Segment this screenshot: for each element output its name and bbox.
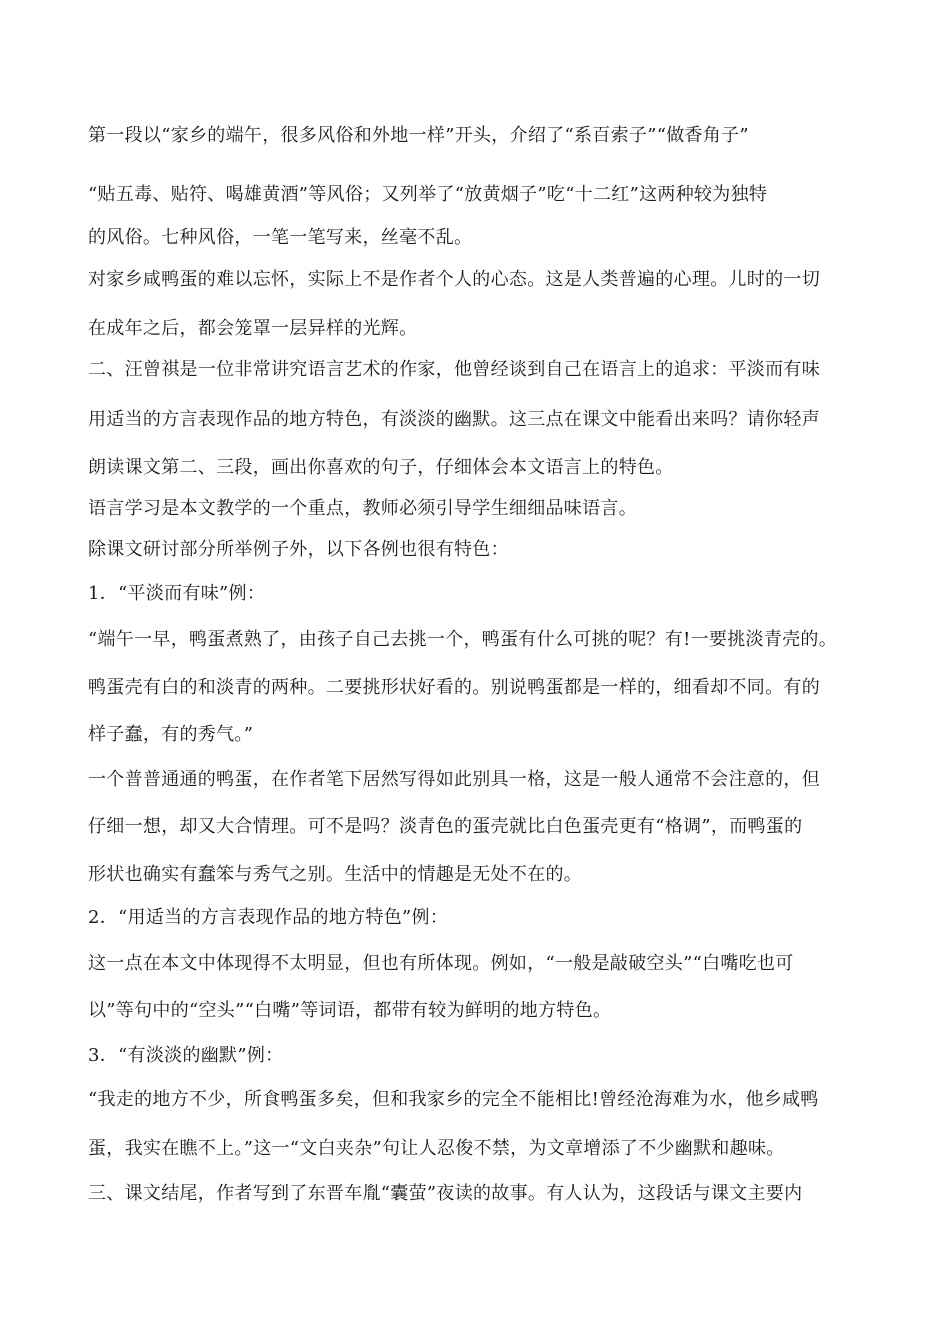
- text-line: “我走的地方不少，所食鸭蛋多矣，但和我家乡的完全不能相比!曾经沧海难为水，他乡咸鸭: [88, 1089, 819, 1110]
- text-line: 1．“平淡而有味”例：: [88, 583, 266, 604]
- text-line: 朗读课文第二、三段，画出你喜欢的句子，仔细体会本文语言上的特色。: [88, 457, 674, 478]
- text-line: 仔细一想，却又大合情理。可不是吗？淡青色的蛋壳就比白色蛋壳更有“格调”，而鸭蛋的: [88, 816, 803, 837]
- text-line: 对家乡咸鸭蛋的难以忘怀，实际上不是作者个人的心态。这是人类普遍的心理。儿时的一切: [88, 269, 820, 290]
- text-line: 鸭蛋壳有白的和淡青的两种。二要挑形状好看的。别说鸭蛋都是一样的，细看却不同。有的: [88, 677, 820, 698]
- text-line: 这一点在本文中体现得不太明显，但也有所体现。例如，“一般是敲破空头”“白嘴吃也可: [88, 953, 794, 974]
- text-line: 的风俗。七种风俗，一笔一笔写来，丝毫不乱。: [88, 227, 473, 248]
- text-line: “端午一早，鸭蛋煮熟了，由孩子自己去挑一个，鸭蛋有什么可挑的呢？有!一要挑淡青壳的。: [88, 629, 838, 650]
- text-line: “贴五毒、贴符、喝雄黄酒”等风俗；又列举了“放黄烟子”吃“十二红”这两种较为独特: [88, 184, 768, 205]
- text-line: 2．“用适当的方言表现作品的地方特色”例：: [88, 907, 449, 928]
- text-line: 3．“有淡淡的幽默”例：: [88, 1045, 284, 1066]
- text-line: 一个普普通通的鸭蛋，在作者笔下居然写得如此别具一格，这是一般人通常不会注意的，但: [88, 769, 820, 790]
- text-line: 用适当的方言表现作品的地方特色，有淡淡的幽默。这三点在课文中能看出来吗？请你轻声: [88, 409, 820, 430]
- text-line: 在成年之后，都会笼罩一层异样的光辉。: [88, 318, 418, 339]
- text-line: 二、汪曾祺是一位非常讲究语言艺术的作家，他曾经谈到自己在语言上的追求：平淡而有味: [88, 359, 820, 380]
- text-line: 以”等句中的“空头”“白嘴”等词语，都带有较为鲜明的地方特色。: [88, 1000, 612, 1021]
- text-line: 三、课文结尾，作者写到了东晋车胤“囊萤”夜读的故事。有人认为，这段话与课文主要内: [88, 1183, 803, 1204]
- text-line: 第一段以“家乡的端午，很多风俗和外地一样”开头，介绍了“系百索子”“做香角子”: [88, 125, 749, 146]
- text-line: 蛋，我实在瞧不上。”这一“文白夹杂”句让人忍俊不禁，为文章增添了不少幽默和趣味。: [88, 1138, 785, 1159]
- text-line: 样子蠢，有的秀气。”: [88, 724, 254, 745]
- text-line: 形状也确实有蠢笨与秀气之别。生活中的情趣是无处不在的。: [88, 864, 583, 885]
- text-line: 除课文研讨部分所举例子外，以下各例也很有特色：: [88, 539, 509, 560]
- text-line: 语言学习是本文教学的一个重点，教师必须引导学生细细品味语言。: [88, 498, 637, 519]
